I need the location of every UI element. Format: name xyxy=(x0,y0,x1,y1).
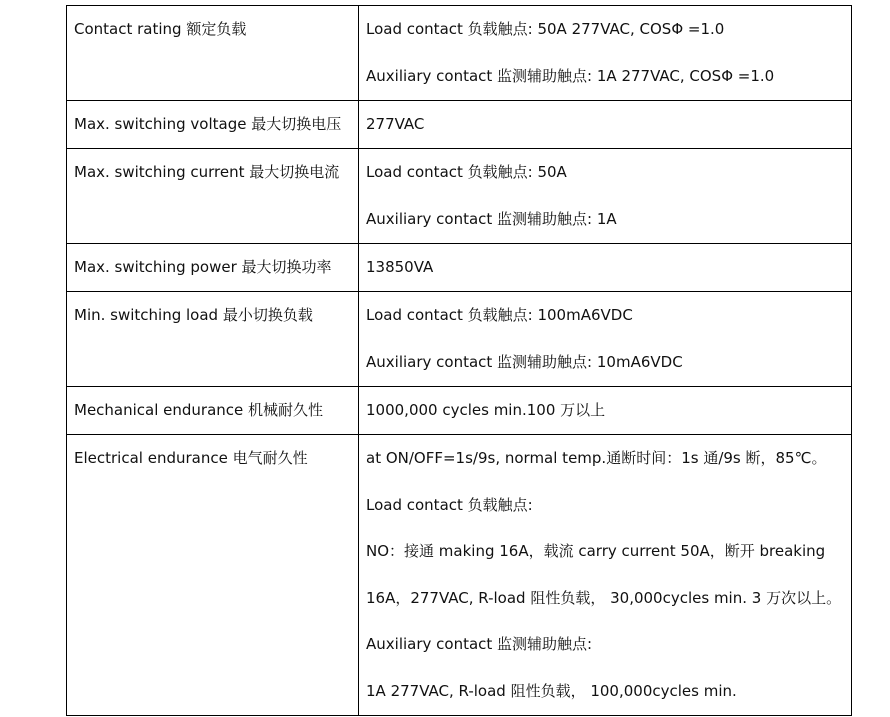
value-line: 277VAC xyxy=(366,115,425,133)
value-line: Load contact 负载触点: 100mA6VDC xyxy=(366,306,633,324)
value-line: Auxiliary contact 监测辅助触点: 1A xyxy=(366,210,617,228)
value-line: Auxiliary contact 监测辅助触点: 10mA6VDC xyxy=(366,353,683,371)
row-label: Mechanical endurance 机械耐久性 xyxy=(74,401,324,419)
value-line: 1A 277VAC, R-load 阻性负载， 100,000cycles min. xyxy=(366,681,737,700)
table-row xyxy=(67,149,852,244)
value-line: 16A，277VAC, R-load 阻性负载， 30,000cycles min. 3 万次以上。 xyxy=(366,588,842,607)
row-label: Electrical endurance 电气耐久性 xyxy=(74,449,308,467)
table-row xyxy=(67,101,852,149)
row-label-cell xyxy=(67,244,359,292)
row-value-cell xyxy=(359,387,852,435)
value-line: Load contact 负载触点: xyxy=(366,495,533,514)
table-row xyxy=(67,244,852,292)
row-label: Max. switching current 最大切换电流 xyxy=(74,163,340,181)
table-row xyxy=(67,6,852,101)
row-value-cell xyxy=(359,435,852,716)
row-value-cell xyxy=(359,149,852,244)
specification-table xyxy=(66,5,852,716)
table-row xyxy=(67,387,852,435)
value-line: Load contact 负载触点: 50A 277VAC, COSΦ =1.0 xyxy=(366,20,725,38)
row-label-cell xyxy=(67,292,359,387)
table-row xyxy=(67,435,852,716)
row-value-cell xyxy=(359,101,852,149)
row-value-cell xyxy=(359,244,852,292)
value-line: Auxiliary contact 监测辅助触点: xyxy=(366,635,593,654)
value-line: Auxiliary contact 监测辅助触点: 1A 277VAC, COSΦ =1.0 xyxy=(366,67,775,85)
row-label-cell xyxy=(67,435,359,716)
table-row xyxy=(67,292,852,387)
row-label-cell xyxy=(67,387,359,435)
row-label-cell xyxy=(67,6,359,101)
value-line: 13850VA xyxy=(366,258,434,276)
row-label: Contact rating 额定负载 xyxy=(74,20,247,38)
row-label: Max. switching power 最大切换功率 xyxy=(74,258,332,276)
row-label-cell xyxy=(67,101,359,149)
row-label: Min. switching load 最小切换负载 xyxy=(74,306,313,324)
value-line: at ON/OFF=1s/9s, normal temp.通断时间：1s 通/9s 断，85℃。 xyxy=(366,449,827,467)
value-line: Load contact 负载触点: 50A xyxy=(366,163,567,181)
row-value-cell xyxy=(359,292,852,387)
row-label-cell xyxy=(67,149,359,244)
row-label: Max. switching voltage 最大切换电压 xyxy=(74,115,342,133)
row-value-cell xyxy=(359,6,852,101)
value-line: NO：接通 making 16A，载流 carry current 50A，断开 breaking xyxy=(366,542,826,561)
value-line: 1000,000 cycles min.100 万以上 xyxy=(366,401,606,419)
